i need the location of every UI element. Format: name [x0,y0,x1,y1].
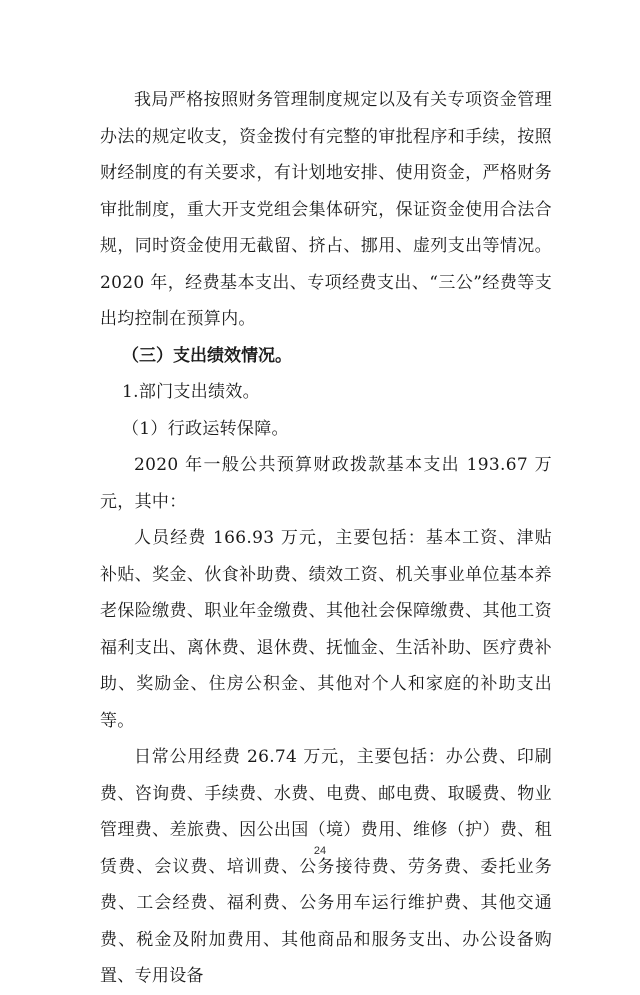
page-number: 24 [313,845,327,857]
subheading-administrative-operation: （1）行政运转保障。 [122,418,289,439]
paragraph-public-expenses: 日常公用经费 26.74 万元，主要包括：办公费、印刷费、咨询费、手续费、水费、电费、邮电费、取暖费、物业管理费、差旅费、因公出国（境）费用、维修（护）费、租赁费、会议费、培训费、公务接待费、劳务费、委托业务费、工会经费、福利费、公务用车运行维护费、其他交通费、税金及附加费用、其他商品和服务支出、办公设备购置、专用设备 [100,747,552,986]
document-body [100,82,552,995]
paragraph-basic-expenditure: 2020 年一般公共预算财政拨款基本支出 193.67 万元，其中： [100,455,552,512]
paragraph-personnel-expenses: 人员经费 166.93 万元，主要包括：基本工资、津贴补贴、奖金、伙食补助费、绩效工资、机关事业单位基本养老保险缴费、职业年金缴费、其他社会保障缴费、其他工资福利支出、离休费、退休费、抚恤金、生活补助、医疗费补助、奖励金、住房公积金、其他对个人和家庭的补助支出等。 [100,528,552,731]
subheading-department-performance: 1.部门支出绩效。 [122,382,260,402]
paragraph-financial-management: 我局严格按照财务管理制度规定以及有关专项资金管理办法的规定收支，资金拨付有完整的审批程序和手续，按照财经制度的有关要求，有计划地安排、使用资金，严格财务审批制度，重大开支党组会集体研究，保证资金使用合法合规，同时资金使用无截留、挤占、挪用、虚列支出等情况。2020 年，经费基本支出、专项经费支出、“三公”经费等支出均控制在预算内。 [100,90,552,329]
section-heading-performance: （三）支出绩效情况。 [122,345,292,366]
